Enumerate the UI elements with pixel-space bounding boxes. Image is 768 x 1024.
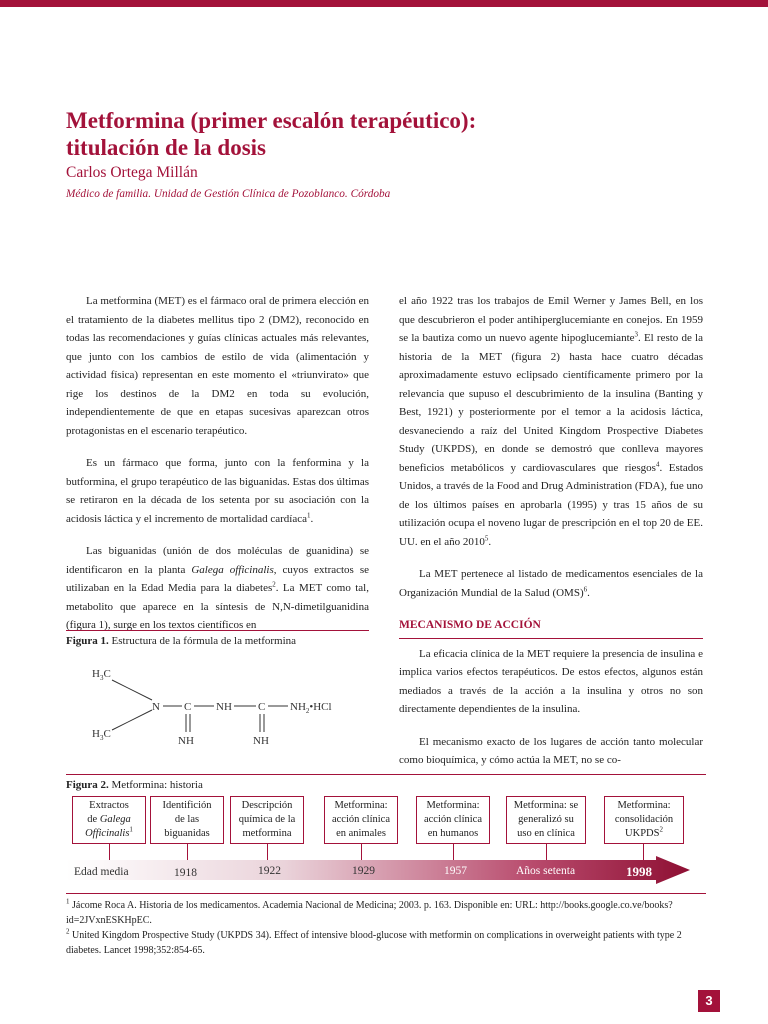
right-p1-b: . El resto de la historia de la MET (figura 2) hasta hace cuatro décadas aproximadamente estuvo eclipsado científicamente primero por la relevancia que supuso el descubrimiento de la insulina (Banting y Best, 1921) y posteriormente por el temor a la acidosis láctica, desvaneciendo a raíz del United Kingdom Prospective Diabetes Study (UKPDS), en donde se demostró que conlleva mayores beneficios metabólicos y cardiovasculares que riesgos: [399, 332, 703, 474]
box-1-line-3-text: Officinalis: [85, 828, 130, 839]
atom-c1: C: [184, 701, 192, 713]
atom-nh-low-2: NH: [253, 735, 269, 747]
box-3-line-1: Descripción: [241, 800, 293, 811]
figure-2-caption: [66, 774, 706, 791]
figure-1-label: Figura 1.: [66, 635, 109, 647]
box-7-line-3-text: UKPDS: [625, 828, 660, 839]
right-p2-sup: 6: [583, 584, 588, 593]
box-7-line-1: Metformina:: [617, 800, 671, 811]
figure-2-caption-text: Metformina: historia: [111, 779, 203, 791]
history-box-5: [416, 796, 490, 844]
right-p1-a: el año 1922 tras los trabajos de Emil Werner y James Bell, en los que descubrieron el poder antihiperglucemiante en conejos. En 1959 se la bautiza como un nuevo agente hipoglucemiante: [399, 295, 703, 344]
box-4-line-3: en animales: [336, 828, 386, 839]
atom-n: N: [152, 701, 160, 713]
timeline-anos-setenta: Años setenta: [516, 865, 576, 877]
timeline-arrow-shape: [66, 856, 690, 884]
left-p3-b: , cuyos extractos se utilizaban en la Edad Media para la diabetes: [66, 563, 369, 594]
footnotes: [66, 893, 706, 958]
atom-nh2hcl: $NH_2•HCl$: [290, 701, 332, 715]
right-column: [399, 292, 703, 784]
timeline-arrow: [66, 856, 696, 886]
box-7-sup: 2: [659, 825, 663, 834]
right-p2-text: La MET pertenece al listado de medicamentos esenciales de la Organización Mundial de la Salud (OMS): [399, 568, 703, 599]
box-5-line-1: Metformina:: [426, 800, 480, 811]
box-7-line-2: consolidación: [614, 814, 674, 825]
left-p3-sup: 2: [272, 580, 276, 589]
box-6-line-3: uso en clínica: [517, 828, 575, 839]
box-2-line-2: de las: [174, 814, 200, 825]
box-4-line-1: Metformina:: [334, 800, 388, 811]
left-column: [66, 292, 369, 649]
box-3-line-2: química de la: [238, 814, 296, 825]
footnote-1: [66, 898, 706, 928]
left-paragraph-2: Es un fármaco que forma, junto con la fenformina y la butformina, el grupo terapéutico de las biguanidas. Estas dos últimas se retiraron en la década de los setenta por su asociación con la acidosis láctica y el incremento de mortalidad cardíaca$^1$.: [66, 457, 369, 525]
timeline-1918: 1918: [174, 867, 197, 879]
timeline-1998: 1998: [626, 864, 652, 879]
history-box-4: [324, 796, 398, 844]
box-1-line-2: [73, 813, 145, 827]
bond-lower-methyl: [112, 710, 152, 730]
bond-upper-methyl: [112, 680, 152, 700]
page-number: 3: [698, 990, 720, 1012]
author-affiliation: Médico de familia. Unidad de Gestión Clínica de Pozoblanco. Córdoba: [66, 188, 391, 200]
box-2-line-1: Identifición: [162, 800, 212, 811]
article-title: [66, 107, 706, 161]
box-7-line-3: [605, 827, 683, 841]
right-p1-c: . Estados Unidos, a través de la Food and Drug Administration (FDA), fue uno de los últimos países en aprobarla (1995) y tras 15 años de su utilización ocupa el noveno lugar de prescripción en el top 20 de EE. UU. en el año 2010: [399, 461, 703, 548]
left-paragraph-1: La metformina (MET) es el fármaco oral de primera elección en el tratamiento de la diabetes mellitus tipo 2 (DM2), reconocido en todas las recomendaciones y guías clínicas actuales más relevantes, que junto con los cambios de estilo de vida (alimentación y actividad física) representan en este momento el «triunvirato» que rige los destinos de la DM2 en toda su evolución, independientemente de que en etapas sucesivas aparezcan otros protagonistas en el escenario terapéutico.: [66, 295, 369, 437]
box-1-line-2a: de: [87, 814, 100, 825]
box-6-line-1: Metformina: se: [513, 800, 579, 811]
left-paragraph-3: [66, 542, 369, 635]
right-paragraph-2: La MET pertenece al listado de medicamentos esenciales de la Organización Mundial de la Salud (OMS)$^6$.: [399, 568, 703, 599]
history-box-6: [506, 796, 586, 844]
right-paragraph-3: La eficacia clínica de la MET requiere la presencia de insulina e implica varios efectos terapéuticos. De estos efectos, algunos están mediados a través de la acción a la insulina y otros no son directamente dependientes de la insulina.: [399, 647, 703, 715]
right-p1-sup1: 3: [634, 330, 639, 339]
footnote-2-text: United Kingdom Prospective Study (UKPDS 34). Effect of intensive blood-glucose with metformin on complications in overweight patients with type 2 diabetes. Lancet 1998;352:854-65.: [66, 930, 682, 956]
right-p1-sup2: 4: [655, 459, 660, 468]
figure-1-caption-text: Estructura de la fórmula de la metformina: [111, 635, 297, 647]
figure-1-caption: [66, 630, 369, 647]
atom-nh: NH: [216, 701, 232, 713]
atom-nh-low-1: NH: [178, 735, 194, 747]
box-6-line-2: generalizó su: [518, 814, 574, 825]
history-box-2: [150, 796, 224, 844]
box-5-line-3: en humanos: [427, 828, 479, 839]
left-p2-text: Es un fármaco que forma, junto con la fenformina y la butformina, el grupo terapéutico de las biguanidas. Estas dos últimas se retiraron en la década de los setenta por su asociación con la acidosis láctica y el incremento de mortalidad cardíaca: [66, 457, 369, 525]
timeline-edad-media: Edad media: [74, 866, 129, 878]
timeline-1922: 1922: [258, 865, 281, 877]
footnote-1-number: 1: [66, 897, 70, 906]
footnote-2-number: 2: [66, 927, 70, 936]
history-boxes: [66, 796, 706, 846]
title-line-1: Metformina (primer escalón terapéutico):: [66, 108, 477, 133]
box-5-line-2: acción clínica: [423, 814, 482, 825]
box-4-line-2: acción clínica: [331, 814, 390, 825]
footnote-1-text: Jácome Roca A. Historia de los medicamentos. Academia Nacional de Medicina; 2003. p. 163. Disponible en: URL: http://books.google.co.ve/books?id=2JVxnESKHpEC.: [66, 900, 673, 926]
box-1-line-1: Extractos: [89, 800, 129, 811]
figure-2-label: Figura 2.: [66, 779, 109, 791]
h3c-top: $H_3C$: [92, 668, 111, 682]
h3c-bottom: $H_3C$: [92, 728, 111, 742]
history-box-1: [72, 796, 146, 844]
box-1-sup: 1: [129, 825, 133, 834]
author-name: Carlos Ortega Millán: [66, 164, 198, 181]
right-paragraph-4: El mecanismo exacto de los lugares de acción tanto molecular como bioquímica, y cómo actúa la MET, no se co-: [399, 735, 703, 766]
history-box-7: [604, 796, 684, 844]
box-3-line-3: metformina: [242, 828, 292, 839]
metformin-structure-diagram: [66, 660, 369, 755]
title-line-2: titulación de la dosis: [66, 135, 267, 160]
left-p3-c: . La MET como tal, metabolito que aparece en la síntesis de N,N-dimetilguanidina (figura 1), surge en los textos científicos en: [66, 582, 369, 631]
box-1-line-3: [73, 827, 145, 841]
box-2-line-3: biguanidas: [164, 828, 210, 839]
top-accent-bar: [0, 0, 768, 7]
footnote-2: [66, 928, 706, 958]
box-1-line-2b: Galega: [99, 814, 131, 825]
section-heading: MECANISMO DE ACCIÓN: [399, 616, 703, 639]
right-p1-sup3: 5: [484, 533, 489, 542]
left-p3-italic: Galega officinalis: [191, 563, 274, 576]
history-box-3: [230, 796, 304, 844]
timeline-1929: 1929: [352, 865, 375, 877]
left-p2-sup: 1: [306, 510, 311, 519]
right-paragraph-1: el año 1922 tras los trabajos de Emil Werner y James Bell, en los que descubrieron el poder antihiperglucemiante en conejos. En 1959 se la bautiza como un nuevo agente hipoglucemiante$^3$. El resto de la historia de la MET (figura 2) hasta hace cuatro décadas aproximadamente estuvo eclipsado científicamente primero por la relevancia que supuso el descubrimiento de la insulina (Banting y Best, 1921) y posteriormente por el temor a la acidosis láctica, desvaneciendo a raíz del United Kingdom Prospective Diabetes Study (UKPDS), en donde se demostró que conlleva mayores beneficios metabólicos y cardiovasculares que riesgos$^4$. Estados Unidos, a través de la Food and Drug Administration (FDA), fue uno de los últimos países en aprobarla (1995) y tras 15 años de su utilización ocupa el noveno lugar de prescripción en el top 20 de EE. UU. en el año 2010$^5$.: [399, 295, 703, 548]
atom-c2: C: [258, 701, 266, 713]
left-p3-a: Las biguanidas (unión de dos moléculas de guanidina) se identificaron en la planta: [66, 545, 369, 576]
timeline-1957: 1957: [444, 865, 467, 877]
